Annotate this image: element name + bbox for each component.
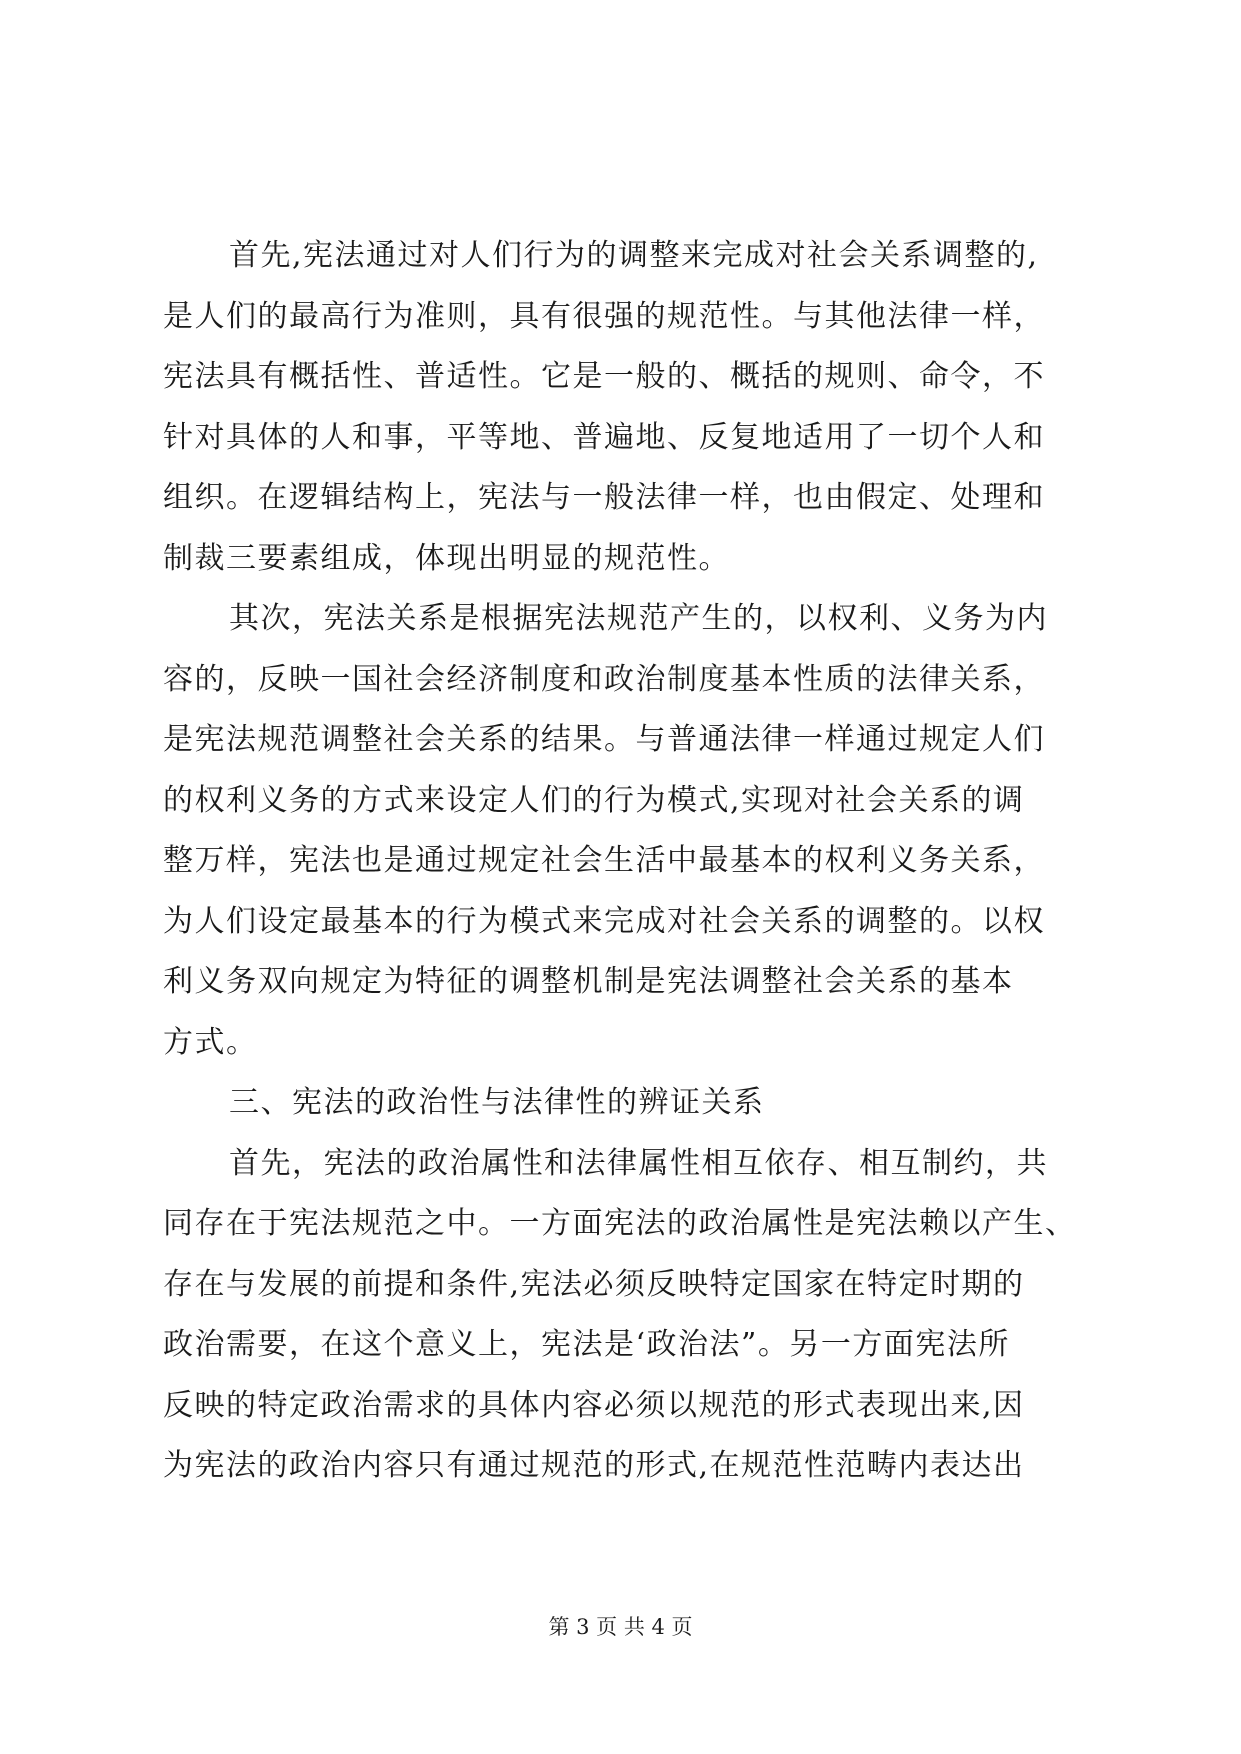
section-heading: 三、宪法的政治性与法律性的辨证关系	[229, 1085, 765, 1120]
text-line: 宪法具有概括性、普适性。它是一般的、概括的规则、命令，不	[163, 359, 1045, 394]
text-line: 为人们设定最基本的行为模式来完成对社会关系的调整的。以权	[163, 903, 1045, 939]
text-line: 存在与发展的前提和条件,宪法必须反映特定国家在特定时期的	[163, 1266, 1025, 1302]
text-line: 政治需要，在这个意义上，宪法是‘政治法”。另一方面宪法所	[163, 1327, 1010, 1362]
text-line: 是人们的最高行为准则，具有很强的规范性。与其他法律一样，	[163, 298, 1045, 334]
text-line: 方式。	[163, 1024, 258, 1060]
text-line: 的权利义务的方式来设定人们的行为模式,实现对社会关系的调	[163, 782, 1025, 818]
text-line: 针对具体的人和事，平等地、普遍地、反复地适用了一切个人和	[163, 419, 1045, 455]
text-line: 利义务双向规定为特征的调整机制是宪法调整社会关系的基本	[163, 964, 1014, 999]
text-line: 是宪法规范调整社会关系的结果。与普通法律一样通过规定人们	[163, 722, 1045, 757]
text-line: 制裁三要素组成，体现出明显的规范性。	[163, 540, 730, 576]
text-line: 反映的特定政治需求的具体内容必须以规范的形式表现出来,因	[163, 1387, 1025, 1423]
text-line: 首先，宪法的政治属性和法律属性相互依存、相互制约，共	[229, 1145, 1048, 1181]
text-line: 整万样，宪法也是通过规定社会生活中最基本的权利义务关系，	[163, 843, 1045, 878]
text-line: 组织。在逻辑结构上，宪法与一般法律一样，也由假定、处理和	[163, 480, 1045, 515]
body-text	[163, 226, 1083, 1497]
text-line: 为宪法的政治内容只有通过规范的形式,在规范性范畴内表达出	[163, 1448, 1025, 1483]
text-line: 容的，反映一国社会经济制度和政治制度基本性质的法律关系，	[163, 661, 1045, 697]
page-number-footer: 第 3 页 共 4 页	[548, 1615, 693, 1639]
text-line: 同存在于宪法规范之中。一方面宪法的政治属性是宪法赖以产生、	[163, 1206, 1077, 1241]
text-line: 其次，宪法关系是根据宪法规范产生的，以权利、义务为内	[229, 601, 1048, 636]
text-line: 首先,宪法通过对人们行为的调整来完成对社会关系调整的,	[229, 238, 1039, 273]
